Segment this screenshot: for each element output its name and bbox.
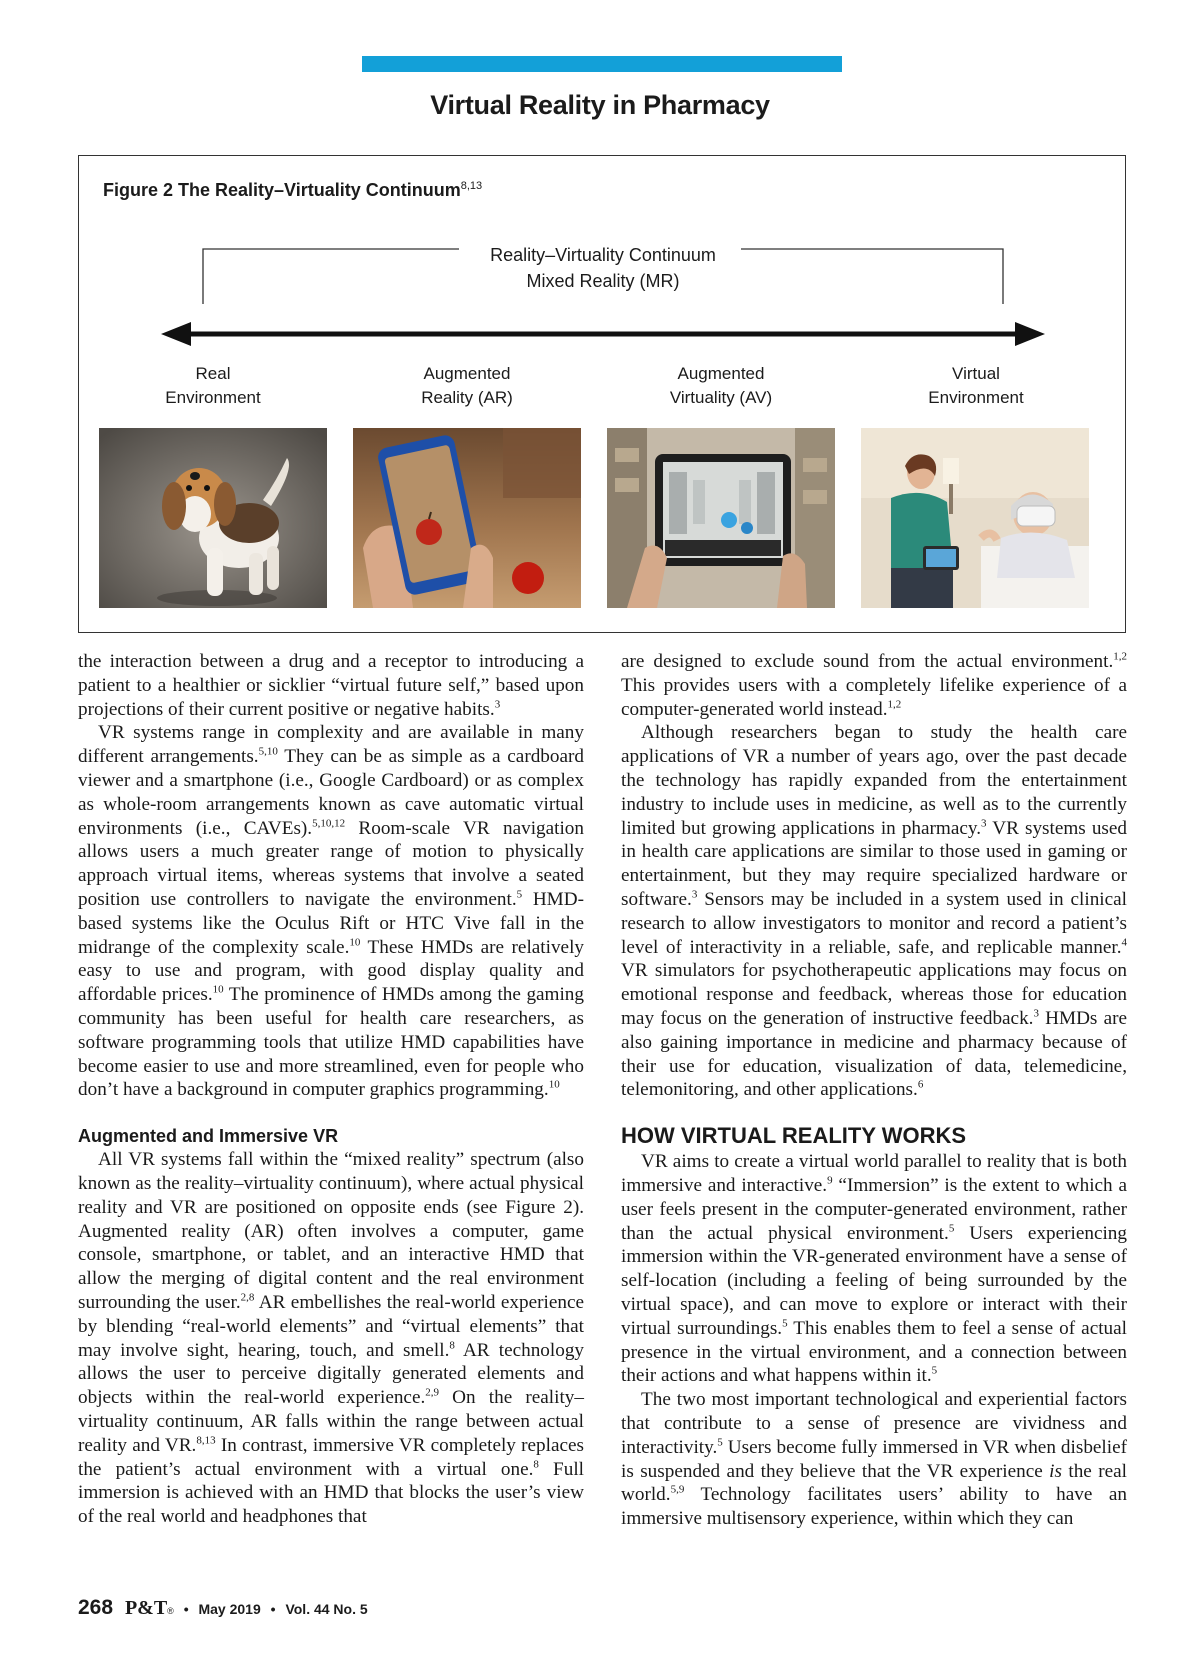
paragraph: VR aims to create a virtual world parallel to reality that is both immersive and interactive.$^9$ “Immersion” is the extent to which a user feels present in the computer-generated environment, rather than the actual physical environment.$^5$ Users experiencing immersion within the VR-generated environment have a sense of self-location (including a feeling of being surrounded by the virtual space), and can move to explore or interact with their virtual surroundings.$^5$ This enables them to feel a sense of actual presence in the virtual environment, and a connection between their actions and what happens within it.$^5$ bbox=[621, 1151, 1127, 1387]
paragraph: Although researchers began to study the health care applications of VR a number of years ago, over the past decade the technology has rapidly expanded from the entertainment industry to include uses in medicine, as well as to the currently limited but growing applications in pharmacy.$^3$ VR systems used in health care applications are similar to those used in gaming or entertainment, but they may require specialized hardware or software.$^3$ Sensors may be included in a system used in clinical research to allow investigators to monitor and record a patient’s level of interactivity in a reliable, safe, and replicable manner.$^4$ VR simulators for psychotherapeutic applications may focus on emotional response and feedback, whereas those for education may focus on the generation of instructive feedback.$^3$ HMDs are also gaining importance in medicine and pharmacy because of their use for education, visualization of data, telemedicine, telemonitoring, and other applications.$^6$ bbox=[621, 722, 1127, 1101]
issue-date: May 2019 bbox=[198, 1601, 261, 1617]
tablet-warehouse-av-photo bbox=[607, 428, 835, 608]
volume-number: Vol. 44 No. 5 bbox=[285, 1601, 368, 1617]
separator-dot: • bbox=[183, 1601, 189, 1617]
header-accent-bar bbox=[362, 56, 842, 72]
right-text-column bbox=[621, 650, 1127, 1531]
page-number: 268 bbox=[78, 1596, 114, 1619]
stage-label-augmented-reality: Augmented Reality (AR) bbox=[421, 364, 513, 407]
paragraph: All VR systems fall within the “mixed reality” spectrum (also known as the reality–virtuality continuum), where actual physical reality and VR are positioned on opposite ends (see Figure 2). Augmented reality (AR) often involves a computer, game console, smartphone, or tablet, and an interactive HMD that allow the merging of digital content and the real environment surrounding the user.$^{2,8}$ AR embellishes the real-world experience by blending “real-world elements” and “virtual elements” that may involve sight, hearing, touch, and smell.$^8$ AR technology allows the user to perceive digitally generated elements and objects within the real-world experience.$^{2,9}$ On the reality–virtuality continuum, AR falls within the range between actual reality and VR.$^{8,13}$ In contrast, immersive VR completely replaces the patient’s actual environment with a virtual one.$^8$ Full immersion is achieved with an HMD that blocks the user’s view of the real world and headphones that bbox=[78, 1149, 585, 1528]
paragraph: the interaction between a drug and a receptor to introducing a patient to a healthier or sicklier “virtual future self,” based upon projections of their current positive or negative habits.$^3$ bbox=[78, 651, 584, 720]
page-footer bbox=[78, 1596, 368, 1620]
stage-label-real-environment: Real Environment bbox=[165, 364, 261, 407]
paragraph: are designed to exclude sound from the actual environment.$^{1,2}$ This provides users with a completely lifelike experience of a computer-generated world instead.$^{1,2}$ bbox=[621, 650, 1127, 720]
smartphone-apple-ar-photo bbox=[353, 428, 581, 608]
paragraph: The two most important technological and experiential factors that contribute to a sense of presence are vividness and interactivity.$^5$ Users become fully immersed in VR when disbelief is suspended and they believe that the VR experience is the real world.$^{5,9}$ Technology facilitates users’ ability to have an immersive multisensory experience, within which they can bbox=[621, 1389, 1127, 1530]
patient-vr-headset-photo bbox=[861, 428, 1089, 608]
registered-mark: ® bbox=[167, 1606, 174, 1616]
section-heading: HOW VIRTUAL REALITY WORKS bbox=[621, 1123, 967, 1149]
stage-label-augmented-virtuality: Augmented Virtuality (AV) bbox=[669, 364, 773, 407]
left-text-column bbox=[78, 650, 584, 1529]
journal-name: P&T bbox=[124, 1597, 168, 1619]
section-subheading: Augmented and Immersive VR bbox=[78, 1126, 339, 1147]
figure-caption: Figure 2 The Reality–Virtuality Continuum$^{8,13}$ bbox=[103, 180, 483, 200]
running-title: Virtual Reality in Pharmacy bbox=[430, 90, 770, 120]
continuum-label: Reality–Virtuality Continuum Mixed Reality (MR) bbox=[490, 245, 716, 291]
figure-2 bbox=[78, 155, 1126, 633]
separator-dot: • bbox=[270, 1601, 276, 1617]
paragraph: VR systems range in complexity and are available in many different arrangements.$^{5,10}$ They can be as simple as a cardboard viewer and a smartphone (i.e., Google Cardboard) or as complex as whole-room arrangements known as cave automatic virtual environments (i.e., CAVEs).$^{5,10,12}$ Room-scale VR navigation allows users a much greater range of motion to physically approach virtual items, whereas systems that involve a seated position use controllers to navigate the environment.$^5$ HMD-based systems like the Oculus Rift or HTC Vive fall in the midrange of the complexity scale.$^{10}$ These HMDs are relatively easy to use and program, with good display quality and affordable prices.$^{10}$ The prominence of HMDs among the gaming community has been useful for health care researchers, as software programming tools that utilize HMD capabilities have become easier to use and more streamlined, even for people who don’t have a background in computer graphics programming.$^{10}$ bbox=[78, 722, 584, 1101]
left-arrowhead bbox=[161, 322, 191, 346]
beagle-puppy-photo bbox=[99, 428, 327, 608]
stage-label-virtual-environment: Virtual Environment bbox=[928, 364, 1024, 407]
right-arrowhead bbox=[1015, 322, 1045, 346]
